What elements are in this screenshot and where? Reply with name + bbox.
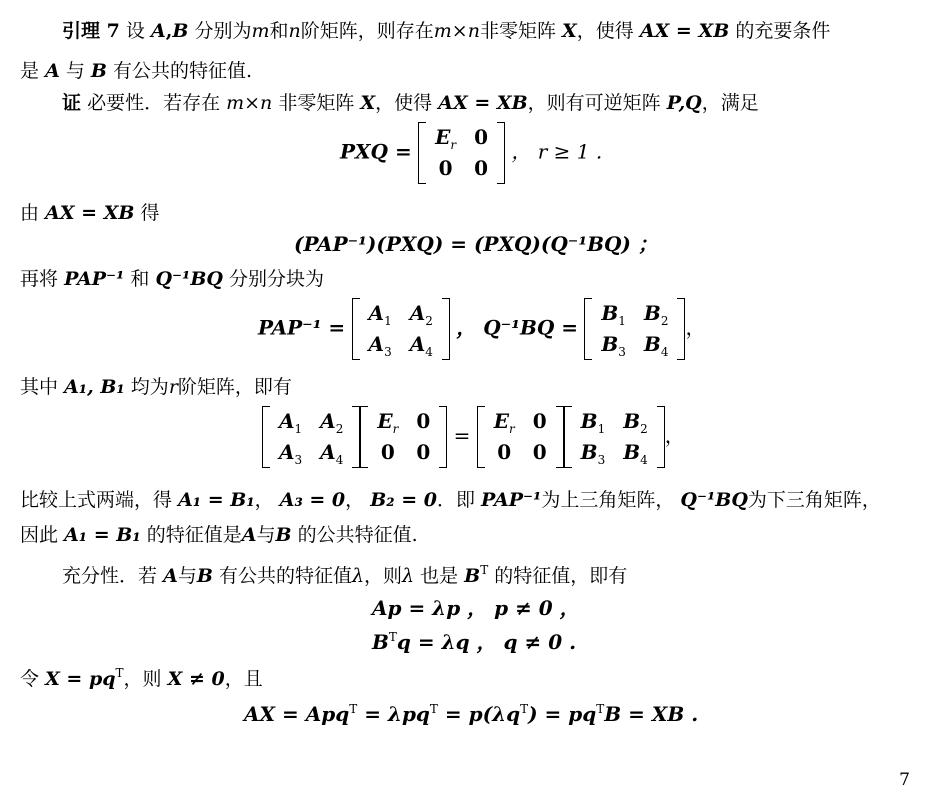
text: ， bbox=[254, 489, 274, 511]
text: ， bbox=[685, 315, 706, 340]
text: 和 bbox=[130, 268, 150, 290]
text: ，则 bbox=[123, 668, 162, 690]
text: 得 bbox=[140, 202, 160, 224]
equation-lhs: PAP⁻¹ = bbox=[258, 315, 346, 340]
subscript: 3 bbox=[597, 453, 606, 467]
subscript: r bbox=[509, 422, 515, 436]
math-A: A bbox=[150, 20, 166, 42]
matrix-zero: 0 bbox=[532, 440, 547, 464]
text: 也是 bbox=[420, 565, 459, 587]
matrix-zero: 0 bbox=[380, 440, 395, 464]
text: 阶矩阵，则存在 bbox=[300, 20, 434, 42]
equation-lhs: PXQ = bbox=[340, 139, 412, 164]
math-A: A bbox=[409, 332, 426, 356]
math-A: A bbox=[320, 409, 336, 433]
text: 均为 bbox=[130, 376, 169, 398]
text: 阶矩阵，即有 bbox=[177, 376, 292, 398]
text: ，则有可逆矩阵 bbox=[527, 92, 661, 114]
math-X: X bbox=[562, 20, 577, 42]
equation-part: = p(λq bbox=[437, 702, 521, 726]
text: 因此 bbox=[20, 524, 59, 546]
math-B: B bbox=[196, 565, 213, 587]
equation-text: q = λq ， q ≠ 0 . bbox=[396, 630, 577, 654]
equation-partition bbox=[258, 298, 705, 360]
equation-part: B = XB . bbox=[604, 702, 699, 726]
equation-condition: ， r ≥ 1 . bbox=[511, 139, 603, 164]
math-E: E bbox=[435, 125, 451, 149]
matrix-zero: 0 bbox=[474, 125, 488, 149]
math-A1-B1: A₁, B₁ bbox=[64, 376, 125, 398]
math-B: B bbox=[580, 440, 598, 464]
text: 其中 bbox=[20, 376, 59, 398]
equation-part: ) = pq bbox=[528, 702, 597, 726]
subscript: r bbox=[450, 138, 457, 152]
matrix-zero: 0 bbox=[532, 409, 547, 433]
math-B: B bbox=[623, 409, 641, 433]
subscript: 2 bbox=[660, 314, 669, 328]
math-PAPinv: PAP⁻¹ bbox=[481, 489, 542, 511]
matrix-B bbox=[584, 298, 685, 360]
text: 与 bbox=[65, 60, 85, 82]
math-mxn: m×n bbox=[226, 92, 273, 114]
math-A: A bbox=[368, 301, 385, 325]
sufficiency-line bbox=[62, 563, 627, 589]
equation-text: Ap = λp ， p ≠ 0 ， bbox=[372, 596, 580, 620]
text: 必要性．若存在 bbox=[87, 92, 221, 114]
math-lambda: λ bbox=[351, 565, 364, 587]
math-A: A bbox=[409, 301, 426, 325]
math-AX-eq-XB: AX = XB bbox=[639, 20, 730, 42]
text: 与 bbox=[256, 524, 276, 546]
text: 设 bbox=[125, 20, 145, 42]
equation-Ap bbox=[372, 594, 580, 622]
superscript-T: T bbox=[115, 666, 124, 680]
matrix-A bbox=[262, 406, 360, 468]
subscript: 1 bbox=[294, 422, 303, 436]
math-B: B bbox=[172, 20, 189, 42]
math-AX-eq-XB: AX = XB bbox=[438, 92, 528, 114]
math-B: B bbox=[275, 524, 292, 546]
math-A3-eq-0: A₃ = 0 bbox=[279, 489, 346, 511]
superscript-T: T bbox=[429, 702, 438, 716]
matrix-zero: 0 bbox=[438, 156, 453, 180]
by-line bbox=[20, 200, 160, 226]
subscript: 4 bbox=[425, 345, 433, 359]
text: 分别为 bbox=[194, 20, 252, 42]
math-m: m bbox=[251, 20, 270, 42]
lemma-line-2 bbox=[20, 58, 252, 84]
math-B: B bbox=[90, 60, 107, 82]
subscript: 4 bbox=[640, 453, 648, 467]
superscript-T: T bbox=[480, 563, 489, 577]
equation-2 bbox=[294, 230, 658, 258]
text: 的特征值，即有 bbox=[494, 565, 628, 587]
text: 的公共特征值. bbox=[297, 524, 418, 546]
math-PAPinv: PAP⁻¹ bbox=[64, 268, 125, 290]
superscript-T: T bbox=[520, 702, 529, 716]
subscript: 2 bbox=[425, 314, 433, 328]
text: 和 bbox=[269, 20, 289, 42]
text: 再将 bbox=[20, 268, 59, 290]
equation-pxq bbox=[340, 122, 602, 184]
text: 分别分块为 bbox=[229, 268, 325, 290]
subscript: 4 bbox=[335, 453, 344, 467]
math-X: X bbox=[360, 92, 376, 114]
proof-necessity-line bbox=[62, 90, 759, 116]
let-line bbox=[20, 666, 263, 692]
subscript: 1 bbox=[618, 314, 626, 328]
lemma-label: 引理 7 bbox=[62, 20, 120, 42]
matrix-zero: 0 bbox=[497, 440, 512, 464]
text: 由 bbox=[20, 202, 40, 224]
text: 的充要条件 bbox=[735, 20, 831, 42]
subscript: 1 bbox=[384, 314, 392, 328]
math-A: A bbox=[45, 60, 60, 82]
math-AX-eq-XB: AX = XB bbox=[45, 202, 135, 224]
math-A1-eq-B1: A₁ = B₁ bbox=[178, 489, 255, 511]
text: 有公共的特征值 bbox=[218, 565, 352, 587]
subscript: 3 bbox=[384, 345, 392, 359]
text: ，使得 bbox=[576, 20, 634, 42]
equation-final bbox=[244, 700, 698, 728]
math-B: B bbox=[580, 409, 598, 433]
math-B: B bbox=[601, 332, 619, 356]
matrix-block bbox=[360, 406, 447, 468]
text: ， bbox=[664, 423, 685, 448]
superscript-T: T bbox=[349, 702, 358, 716]
text: ，且 bbox=[224, 668, 263, 690]
subscript: 4 bbox=[660, 345, 669, 359]
text: 为下三角矩阵， bbox=[747, 489, 881, 511]
compare-line bbox=[20, 487, 881, 513]
text: 比较上式两端，得 bbox=[20, 489, 173, 511]
text: 的特征值是 bbox=[146, 524, 242, 546]
math-B2-eq-0: B₂ = 0 bbox=[370, 489, 437, 511]
text: 非零矩阵 bbox=[479, 20, 556, 42]
math-B: B bbox=[623, 440, 641, 464]
equation-part: AX = Apq bbox=[244, 702, 350, 726]
math-lambda: λ bbox=[402, 565, 415, 587]
math-PQ: P,Q bbox=[666, 92, 702, 114]
text: ．即 bbox=[436, 489, 475, 511]
matrix-zero: 0 bbox=[416, 440, 431, 464]
lemma-line-1 bbox=[62, 18, 830, 44]
text: 令 bbox=[20, 668, 40, 690]
math-A: A bbox=[241, 524, 257, 546]
math-B: B bbox=[464, 565, 481, 587]
text: 是 bbox=[20, 60, 40, 82]
math-A1-eq-B1: A₁ = B₁ bbox=[64, 524, 141, 546]
superscript-T: T bbox=[596, 702, 605, 716]
superscript-T: T bbox=[388, 630, 397, 644]
text: 与 bbox=[177, 565, 197, 587]
subscript: 3 bbox=[618, 345, 626, 359]
block-line bbox=[20, 266, 324, 292]
text: ，满足 bbox=[701, 92, 759, 114]
hence-line bbox=[20, 522, 418, 548]
math-n: n bbox=[288, 20, 301, 42]
page-number: 7 bbox=[899, 770, 910, 790]
proof-label: 证 bbox=[62, 92, 82, 114]
subscript: 1 bbox=[597, 422, 606, 436]
math-QinvBQ: Q⁻¹BQ bbox=[680, 489, 748, 511]
math-X-ne-0: X ≠ 0 bbox=[167, 668, 225, 690]
math-A: A bbox=[320, 440, 336, 464]
math-A: A bbox=[368, 332, 385, 356]
math-mxn: m×n bbox=[433, 20, 480, 42]
subscript: 3 bbox=[294, 453, 303, 467]
math-r: r bbox=[168, 376, 178, 398]
text: 有公共的特征值. bbox=[113, 60, 253, 82]
text: 为上三角矩阵， bbox=[541, 489, 675, 511]
math-comma: , bbox=[165, 20, 173, 42]
matrix-zero: 0 bbox=[474, 156, 488, 180]
math-QinvBQ: Q⁻¹BQ bbox=[155, 268, 223, 290]
matrix-block bbox=[477, 406, 564, 468]
math-A: A bbox=[163, 565, 178, 587]
text: ， bbox=[345, 489, 365, 511]
equation-text: (PAP⁻¹)(PXQ) = (PXQ)(Q⁻¹BQ) ； bbox=[294, 232, 658, 256]
math-A: A bbox=[279, 409, 295, 433]
subscript: 2 bbox=[640, 422, 648, 436]
math-A: A bbox=[279, 440, 295, 464]
math-E: E bbox=[377, 409, 393, 433]
math-X-eq-pqT: X = pq bbox=[45, 668, 116, 690]
equation-part: = λpq bbox=[357, 702, 430, 726]
subscript: 2 bbox=[335, 422, 344, 436]
matrix-A bbox=[352, 298, 450, 360]
subscript: r bbox=[392, 422, 399, 436]
equation-lhs: ， Q⁻¹BQ = bbox=[456, 315, 578, 340]
math-B: B bbox=[601, 301, 619, 325]
math-E: E bbox=[493, 409, 509, 433]
matrix-zero: 0 bbox=[416, 409, 431, 433]
equation-product: $A_1$ $A_2$ $A_3$ $A_4$ $E_r$ 0 0 0 = $E_r$ 0 0 0 $B_1$ $B_2$ $B_3$ $B_4$ ， bbox=[262, 406, 685, 468]
where-line bbox=[20, 374, 292, 400]
text: 充分性．若 bbox=[62, 565, 158, 587]
math-B: B bbox=[643, 301, 661, 325]
math-B: B bbox=[372, 630, 389, 654]
matrix-B bbox=[564, 406, 665, 468]
math-B: B bbox=[643, 332, 661, 356]
equation-Bq bbox=[372, 628, 576, 656]
matrix-block bbox=[418, 122, 505, 184]
text: 非零矩阵 bbox=[278, 92, 355, 114]
text: ，则 bbox=[364, 565, 403, 587]
text: ，使得 bbox=[375, 92, 433, 114]
